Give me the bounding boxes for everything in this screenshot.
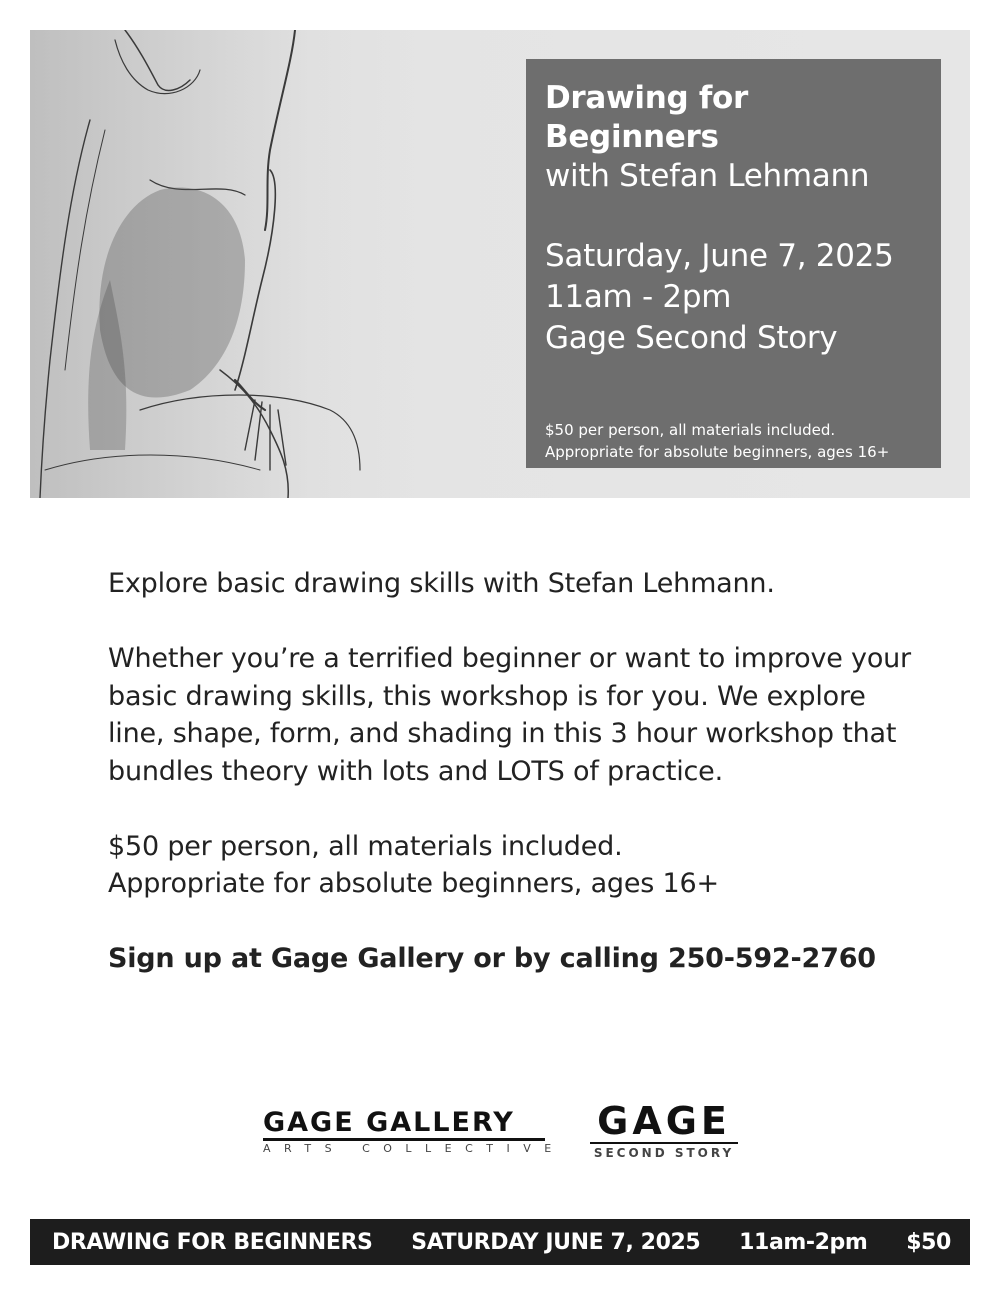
intro-paragraph: Explore basic drawing skills with Stefan Lehmann.	[108, 568, 775, 599]
price-note: $50 per person, all materials included.	[545, 421, 836, 439]
footer-time: 11am-2pm	[739, 1229, 868, 1255]
event-date: Saturday, June 7, 2025	[545, 238, 894, 274]
instructor-line: with Stefan Lehmann	[545, 158, 870, 194]
gage-second-story-logo	[590, 1100, 738, 1162]
figure-sketch-image	[30, 30, 450, 498]
gage-gallery-logo	[263, 1107, 565, 1157]
second-story-logo-name: GAGE	[590, 1100, 738, 1144]
event-time: 11am - 2pm	[545, 279, 732, 315]
description-paragraph: Whether you’re a terrified beginner or want to improve your basic drawing skills, this workshop is for you. We explore line, shape, form, and shading in this 3 hour workshop that bundles theory with lots and LOTS of practice.	[108, 643, 911, 787]
footer-date: SATURDAY JUNE 7, 2025	[411, 1229, 701, 1255]
event-fine-print	[545, 419, 922, 463]
signup-call-to-action: Sign up at Gage Gallery or by calling 250-592-2760	[108, 943, 876, 974]
description-section	[108, 565, 928, 978]
event-location: Gage Second Story	[545, 320, 838, 356]
audience-note: Appropriate for absolute beginners, ages 16+	[545, 443, 890, 461]
gallery-logo-tagline: ARTS COLLECTIVE	[263, 1142, 565, 1155]
hero-banner	[30, 30, 970, 498]
event-title: Drawing for Beginners	[545, 80, 749, 155]
footer-event: DRAWING FOR BEGINNERS	[52, 1229, 373, 1255]
event-details	[545, 236, 922, 359]
footer-bar	[30, 1219, 970, 1265]
price-line: $50 per person, all materials included.	[108, 830, 623, 862]
event-info-box	[526, 59, 941, 468]
second-story-logo-tagline: SECOND STORY	[593, 1146, 735, 1160]
gallery-logo-name: GAGE GALLERY	[263, 1108, 545, 1141]
audience-line: Appropriate for absolute beginners, ages 16+	[108, 868, 719, 899]
footer-price: $50	[906, 1229, 951, 1255]
